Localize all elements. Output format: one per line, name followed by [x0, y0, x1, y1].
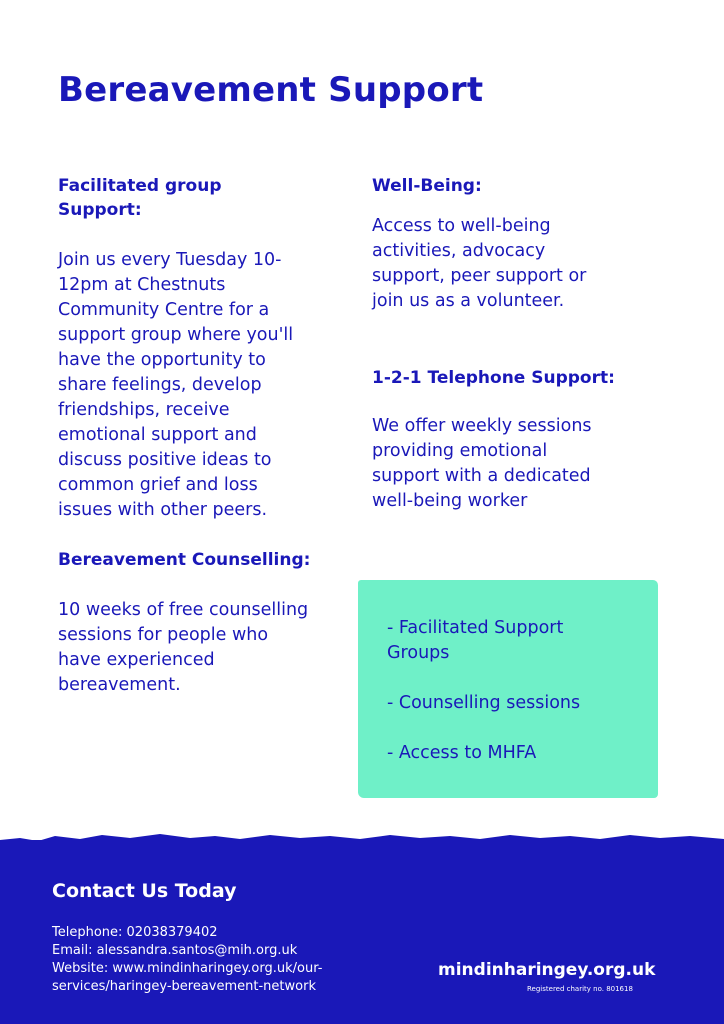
charity-number: Registered charity no. 801618	[527, 985, 633, 993]
counselling-body-line: have experienced	[58, 650, 215, 670]
brand-website[interactable]: mindinharingey.org.uk	[438, 960, 656, 980]
highlight-item-line: - Facilitated Support	[387, 618, 564, 638]
group-support-body-line: Join us every Tuesday 10-	[58, 250, 282, 270]
group-support-body-line: issues with other peers.	[58, 500, 268, 520]
highlight-item-line: - Counselling sessions	[387, 693, 581, 713]
wellbeing-heading: Well-Being:	[372, 176, 482, 196]
group-support-body-line: share feelings, develop	[58, 375, 262, 395]
wellbeing-body-line: join us as a volunteer.	[372, 291, 565, 311]
contact-website-line-2[interactable]: services/haringey-bereavement-network	[52, 979, 316, 994]
group-support-heading-line-1: Facilitated group	[58, 176, 222, 196]
counselling-body-line: 10 weeks of free counselling	[58, 600, 309, 620]
telephone-body-line: We offer weekly sessions	[372, 416, 592, 436]
wellbeing-body-line: Access to well-being	[372, 216, 551, 236]
group-support-body-line: have the opportunity to	[58, 350, 266, 370]
group-support-body-line: Community Centre for a	[58, 300, 270, 320]
group-support-body-line: discuss positive ideas to	[58, 450, 272, 470]
telephone-heading: 1-2-1 Telephone Support:	[372, 368, 615, 388]
counselling-body-line: sessions for people who	[58, 625, 269, 645]
contact-title: Contact Us Today	[52, 880, 237, 902]
wellbeing-body-line: support, peer support or	[372, 266, 587, 286]
highlight-item-line: Groups	[387, 643, 450, 663]
telephone-body-line: support with a dedicated	[372, 466, 591, 486]
group-support-heading-line-2: Support:	[58, 200, 142, 220]
telephone-body-line: well-being worker	[372, 491, 528, 511]
contact-email[interactable]: Email: alessandra.santos@mih.org.uk	[52, 943, 298, 958]
group-support-body-line: common grief and loss	[58, 475, 258, 495]
group-support-body-line: emotional support and	[58, 425, 257, 445]
group-support-body-line: friendships, receive	[58, 400, 230, 420]
telephone-body-line: providing emotional	[372, 441, 548, 461]
group-support-body-line: 12pm at Chestnuts	[58, 275, 226, 295]
highlight-item-line: - Access to MHFA	[387, 743, 537, 763]
page-title: Bereavement Support	[58, 70, 484, 110]
contact-telephone[interactable]: Telephone: 02038379402	[52, 925, 218, 940]
counselling-heading: Bereavement Counselling:	[58, 550, 311, 570]
contact-website-line-1[interactable]: Website: www.mindinharingey.org.uk/our-	[52, 961, 323, 976]
wellbeing-body-line: activities, advocacy	[372, 241, 546, 261]
group-support-body-line: support group where you'll	[58, 325, 294, 345]
counselling-body-line: bereavement.	[58, 675, 181, 695]
